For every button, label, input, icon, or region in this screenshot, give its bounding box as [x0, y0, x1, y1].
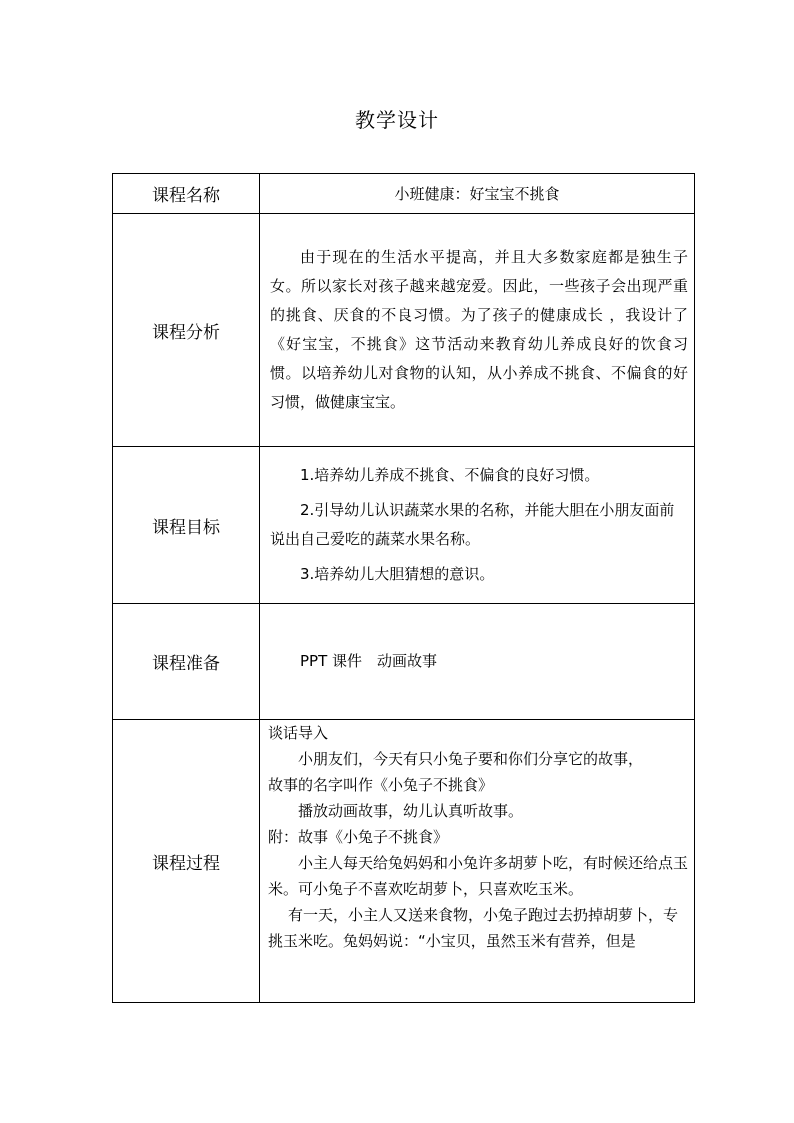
process-line: 小朋友们，今天有只小兔子要和你们分享它的故事，	[298, 750, 644, 768]
table-row-preparation	[113, 604, 695, 720]
process-line: 故事的名字叫作《小兔子不挑食》	[268, 776, 494, 794]
process-label: 课程过程	[113, 720, 260, 1003]
process-line: 有一天，小主人又送来食物，小兔子跑过去扔掉胡萝卜，专挑玉米吃。兔妈妈说：“小宝贝，虽然玉米有营养，但是	[268, 906, 679, 950]
goals-label: 课程目标	[113, 447, 260, 604]
goal-item-1: 1.培养幼儿养成不挑食、不偏食的良好习惯。	[300, 466, 600, 484]
course-name-label: 课程名称	[113, 174, 260, 214]
process-line: 播放动画故事，幼儿认真听故事。	[298, 802, 524, 820]
document-title: 教学设计	[355, 108, 439, 132]
table-row-course-name	[113, 174, 695, 214]
table-row-analysis	[113, 214, 695, 447]
preparation-label: 课程准备	[113, 604, 260, 720]
goals-cell	[260, 447, 695, 604]
process-line: 附：故事《小兔子不挑食》	[268, 828, 449, 846]
process-cell	[260, 720, 695, 1003]
preparation-cell	[260, 604, 695, 720]
process-line: 谈话导入	[268, 724, 329, 742]
analysis-label: 课程分析	[113, 214, 260, 447]
lesson-table	[112, 173, 695, 1003]
process-line: 小主人每天给兔妈妈和小兔许多胡萝卜吃，有时候还给点玉米。可小兔子不喜欢吃胡萝卜，只喜欢吃玉米。	[268, 854, 689, 898]
goal-item-3: 3.培养幼儿大胆猜想的意识。	[300, 565, 495, 583]
analysis-cell	[260, 214, 695, 447]
analysis-paragraph: 由于现在的生活水平提高，并且大多数家庭都是独生子女。所以家长对孩子越来越宠爱。因此，一些孩子会出现严重的挑食、厌食的不良习惯。为了孩子的健康成长 ，我设计了《好宝宝，不挑食》这节活动来教育幼儿养成良好的饮食习惯。以培养幼儿对食物的认知，从小养成不挑食、不偏食的好习惯，做健康宝宝。	[270, 248, 688, 411]
course-name-value: 小班健康：好宝宝不挑食	[260, 174, 695, 214]
table-row-goals	[113, 447, 695, 604]
table-row-process	[113, 720, 695, 1003]
goal-item-2: 2.引导幼儿认识蔬菜水果的名称，并能大胆在小朋友面前说出自己爱吃的蔬菜水果名称。	[270, 501, 675, 548]
preparation-value: PPT 课件 动画故事	[300, 652, 438, 670]
